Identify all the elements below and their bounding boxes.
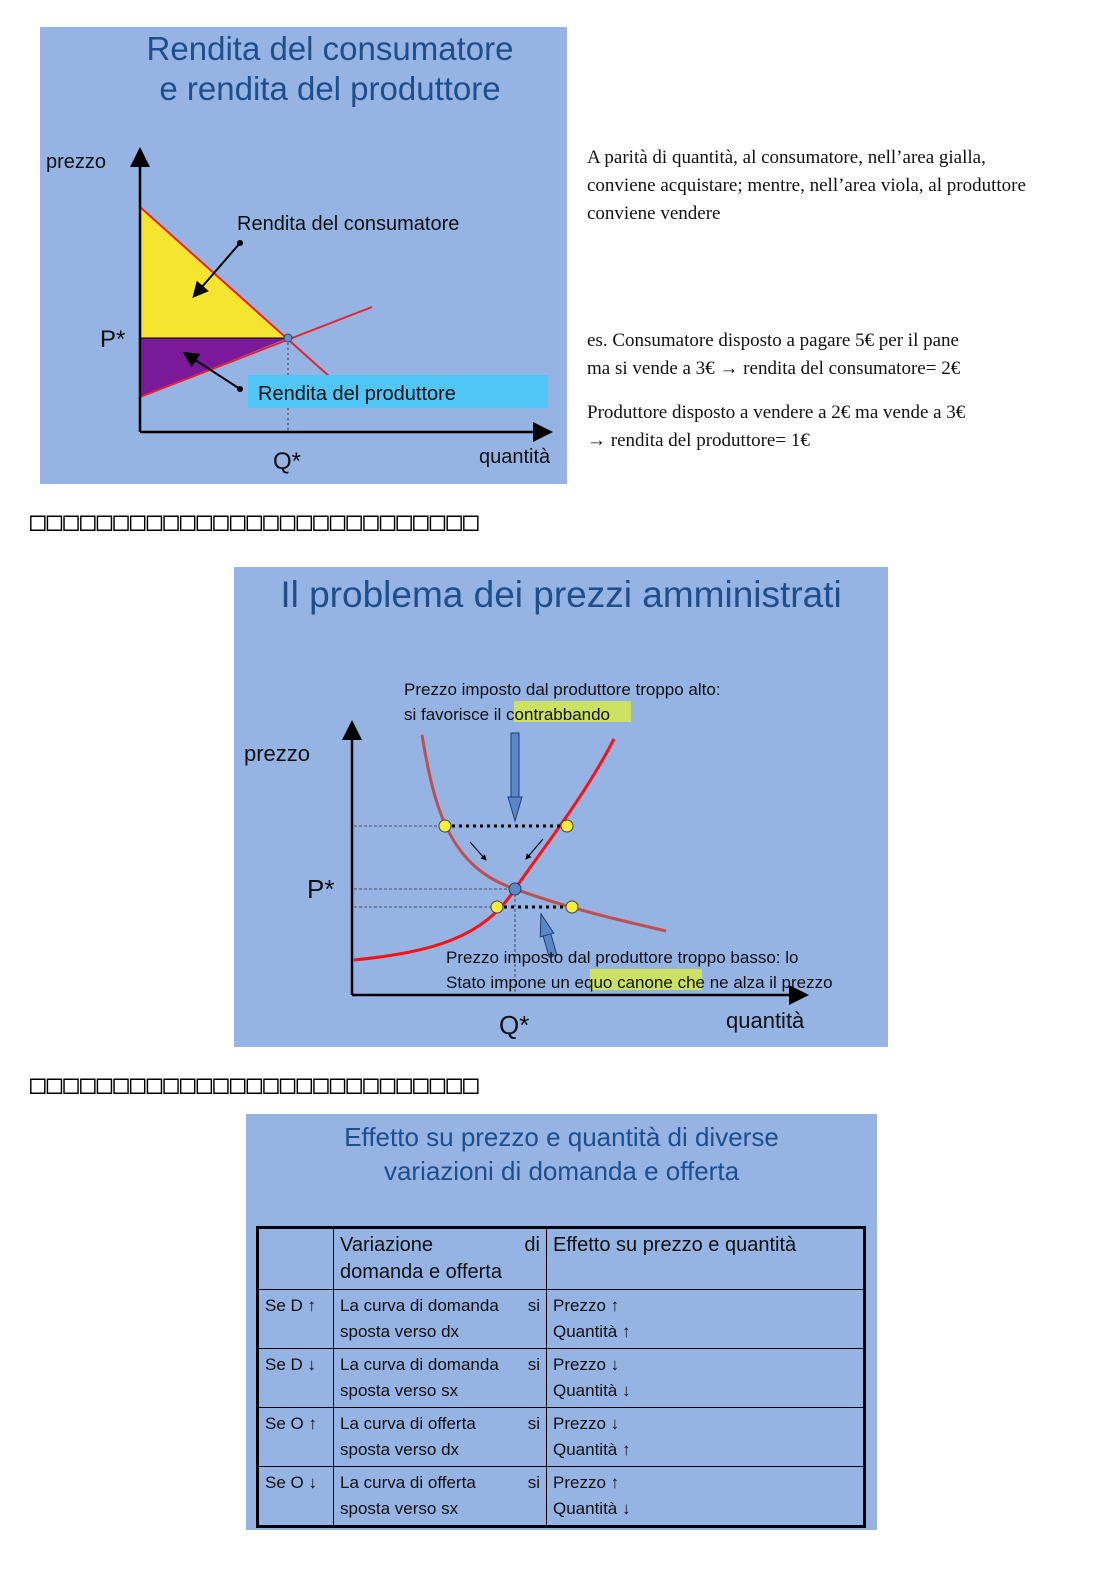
table-row: Se O ↓ La curva di offerta si sposta verso sx Prezzo ↑ Quantità ↓ [258, 1467, 865, 1527]
high-price-supply-point [561, 820, 573, 832]
low-price-note-line1: Prezzo imposto dal produttore troppo basso: lo [446, 948, 799, 967]
table-row: Se O ↑ La curva di offerta si sposta verso dx Prezzo ↓ Quantità ↑ [258, 1408, 865, 1467]
surplus-chart [40, 27, 567, 484]
high-price-demand-point [439, 820, 451, 832]
x-axis-label: quantità [479, 446, 551, 468]
p-star-label: P* [307, 874, 335, 904]
slide-consumer-producer-surplus [40, 27, 567, 484]
supply-curve [354, 739, 614, 960]
table-header-row [258, 1228, 865, 1290]
x-axis-label: quantità [726, 1008, 805, 1033]
high-price-note-line1: Prezzo imposto dal produttore troppo alto: [404, 680, 721, 699]
equilibrium-point [509, 883, 521, 895]
high-price-arrow-icon [508, 733, 522, 821]
high-price-note-line2: si favorisce il contrabbando [404, 705, 611, 724]
header-variation: Variazione di domanda e offerta [334, 1228, 547, 1290]
table-row: Se D ↑ La curva di domanda si sposta verso dx Prezzo ↑ Quantità ↑ [258, 1290, 865, 1349]
q-star-label: Q* [499, 1010, 530, 1040]
equilibrium-point [284, 334, 292, 342]
slide2-title: Il problema dei prezzi amministrati [280, 574, 842, 615]
slide-administered-prices [234, 567, 888, 1047]
q-star-label: Q* [273, 448, 302, 475]
producer-surplus-label: Rendita del produttore [258, 383, 456, 405]
demand-curve [422, 735, 666, 931]
table-row: Se D ↓ La curva di domanda si sposta verso sx Prezzo ↓ Quantità ↓ [258, 1349, 865, 1408]
slide-demand-supply-effects [246, 1114, 877, 1530]
consumer-surplus-label: Rendita del consumatore [237, 213, 460, 235]
y-axis-label: prezzo [244, 741, 311, 766]
low-price-note-line2: Stato impone un equo canone che ne alza il prezzo [446, 973, 833, 992]
producer-example-note: Produttore disposto a vendere a 2€ ma vende a 3€ → rendita del produttore= 1€ [587, 402, 966, 451]
slide3-title: Effetto su prezzo e quantità di diverse variazioni di domanda e offerta [344, 1122, 779, 1186]
p-star-label: P* [100, 326, 126, 353]
low-price-demand-point [566, 901, 578, 913]
header-effect: Effetto su prezzo e quantità [547, 1228, 865, 1290]
separator-line-1: □□□□□□□□□□□□□□□□□□□□□□□□□□□ [30, 507, 480, 537]
y-axis-label: prezzo [46, 151, 107, 173]
consumer-example-note: es. Consumatore disposto a pagare 5€ per il pane ma si vende a 3€ → rendita del consumatore= 2€ [587, 330, 961, 379]
effects-table [256, 1226, 866, 1528]
explanation-note: A parità di quantità, al consumatore, nell’area gialla, conviene acquistare; mentre, nell’area viola, al produttore conviene vendere [587, 147, 1026, 224]
administered-price-chart [234, 567, 888, 1047]
low-price-supply-point [491, 901, 503, 913]
separator-line-2: □□□□□□□□□□□□□□□□□□□□□□□□□□□ [30, 1070, 480, 1100]
slide1-title: Rendita del consumatore e rendita del produttore [146, 30, 514, 107]
